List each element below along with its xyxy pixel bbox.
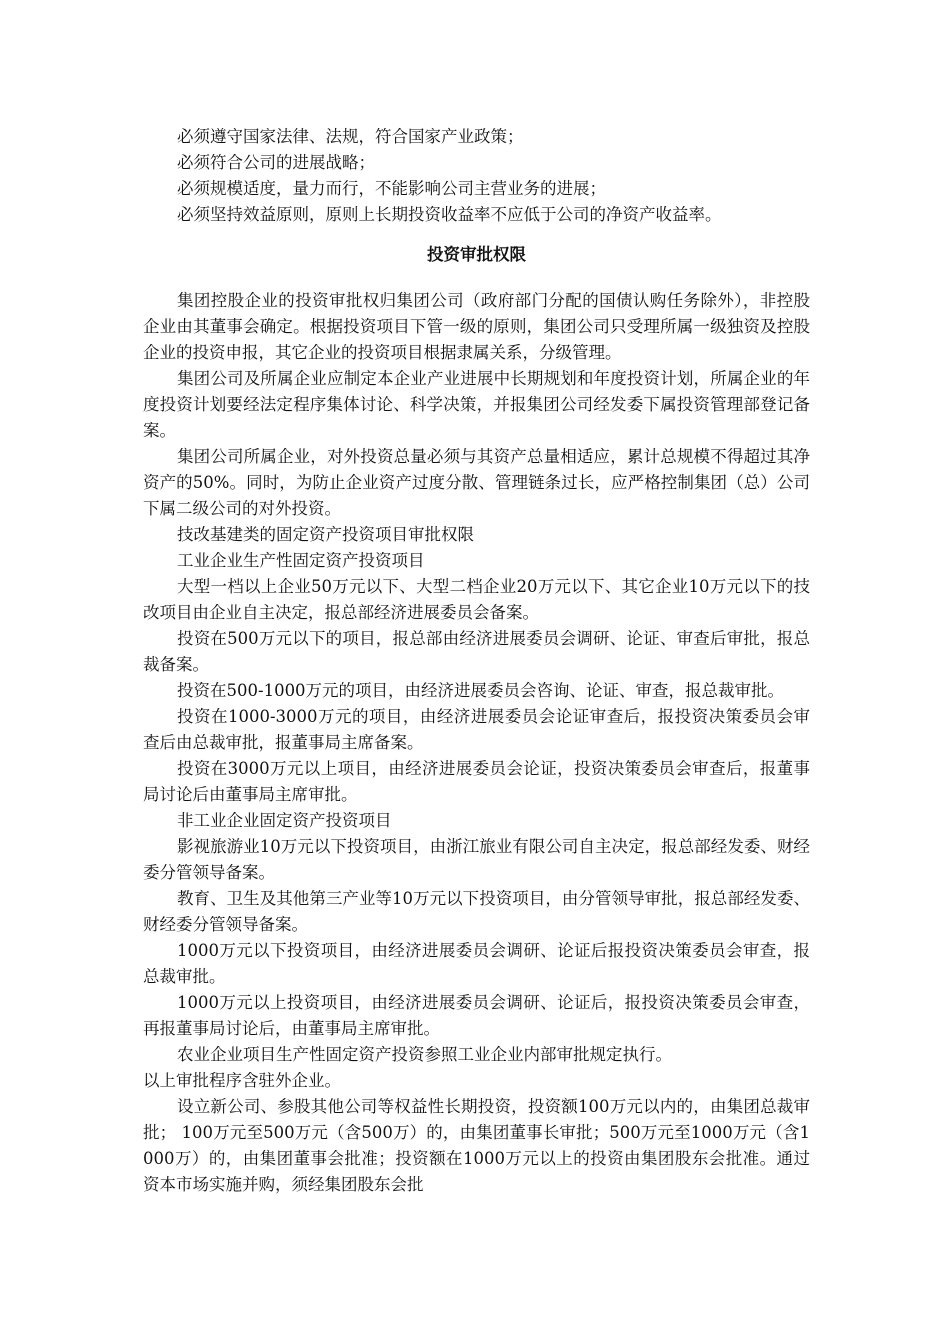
paragraph: 投资在500万元以下的项目，报总部由经济进展委员会调研、论证、审查后审批，报总裁备案。 bbox=[143, 629, 810, 674]
subheading: 工业企业生产性固定资产投资项目 bbox=[177, 551, 425, 570]
paragraph: 大型一档以上企业50万元以下、大型二档企业20万元以下、其它企业10万元以下的技改项目由企业自主决定，报总部经济进展委员会备案。 bbox=[143, 577, 810, 622]
paragraph: 集团公司所属企业，对外投资总量必须与其资产总量相适应，累计总规模不得超过其净资产的50%。同时，为防止企业资产过度分散、管理链条过长，应严格控制集团（总）公司下属二级公司的对外投资。 bbox=[143, 447, 810, 518]
paragraph: 农业企业项目生产性固定资产投资参照工业企业内部审批规定执行。 bbox=[177, 1045, 672, 1064]
note: 以上审批程序含驻外企业。 bbox=[143, 1071, 341, 1090]
paragraph: 投资在3000万元以上项目，由经济进展委员会论证，投资决策委员会审查后，报董事局讨论后由董事局主席审批。 bbox=[143, 759, 810, 804]
principle-item: 必须遵守国家法律、法规，符合国家产业政策； bbox=[177, 127, 524, 146]
paragraph: 影视旅游业10万元以下投资项目，由浙江旅业有限公司自主决定，报总部经发委、财经委分管领导备案。 bbox=[143, 837, 810, 882]
subheading: 技改基建类的固定资产投资项目审批权限 bbox=[177, 525, 474, 544]
paragraph: 集团控股企业的投资审批权归集团公司（政府部门分配的国债认购任务除外），非控股企业由其董事会确定。根据投资项目下管一级的原则，集团公司只受理所属一级独资及控股企业的投资申报，其它企业的投资项目根据隶属关系，分级管理。 bbox=[143, 291, 810, 362]
principle-item: 必须规模适度，量力而行，不能影响公司主营业务的进展； bbox=[177, 179, 606, 198]
document-page bbox=[143, 124, 810, 1198]
paragraph: 投资在1000-3000万元的项目，由经济进展委员会论证审查后，报投资决策委员会审查后由总裁审批，报董事局主席备案。 bbox=[143, 707, 810, 752]
paragraph: 教育、卫生及其他第三产业等10万元以下投资项目，由分管领导审批，报总部经发委、财经委分管领导备案。 bbox=[143, 889, 810, 934]
subheading: 非工业企业固定资产投资项目 bbox=[177, 811, 392, 830]
principle-item: 必须符合公司的进展战略； bbox=[177, 153, 375, 172]
paragraph: 集团公司及所属企业应制定本企业产业进展中长期规划和年度投资计划，所属企业的年度投资计划要经法定程序集体讨论、科学决策，并报集团公司经发委下属投资管理部登记备案。 bbox=[143, 369, 810, 440]
paragraph: 设立新公司、参股其他公司等权益性长期投资，投资额100万元以内的，由集团总裁审批； 100万元至500万元（含500万）的，由集团董事长审批；500万元至1000万元（含1000万）的，由集团董事会批准；投资额在1000万元以上的投资由集团股东会批准。通过资本市场实施并购，须经集团股东会批 bbox=[143, 1097, 810, 1194]
section-title: 投资审批权限 bbox=[427, 245, 526, 264]
paragraph: 1000万元以下投资项目，由经济进展委员会调研、论证后报投资决策委员会审查，报总裁审批。 bbox=[143, 941, 810, 986]
paragraph: 投资在500-1000万元的项目，由经济进展委员会咨询、论证、审查，报总裁审批。 bbox=[177, 681, 785, 700]
principle-item: 必须坚持效益原则，原则上长期投资收益率不应低于公司的净资产收益率。 bbox=[177, 205, 722, 224]
paragraph: 1000万元以上投资项目，由经济进展委员会调研、论证后，报投资决策委员会审查，再报董事局讨论后，由董事局主席审批。 bbox=[143, 993, 810, 1038]
